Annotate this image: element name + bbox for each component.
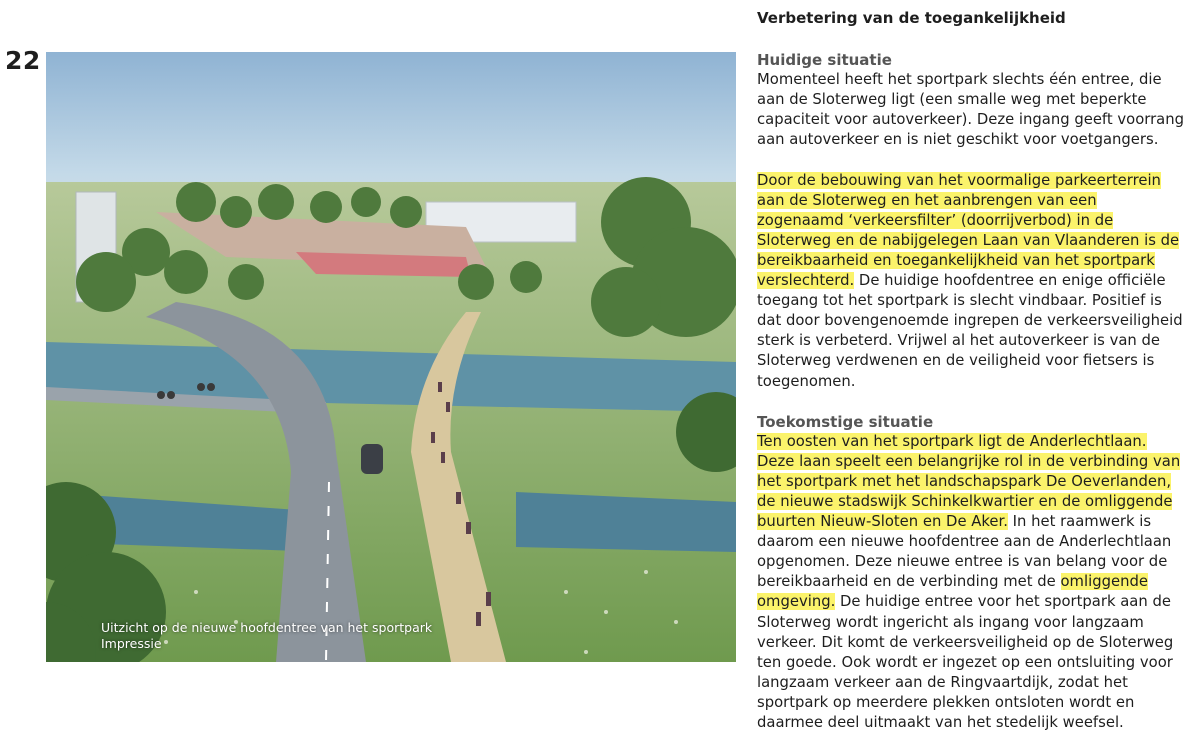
body-text: De huidige entree voor het sportpark aan de Sloterweg wordt ingericht als ingang voor langzaam verkeer. Dit komt de verkeersveiligheid op de Sloterweg ten goede. Ook wordt er ingezet op een ontsluiting voor langzaam verkeer aan de Ringvaartdijk, zodat het sportpark op meerdere plekken ontsloten wordt en daarmee deel uitmaakt van het stedelijk weefsel.	[757, 593, 1174, 731]
article-title: Verbetering van de toegankelijkheid	[757, 9, 1066, 27]
paragraph-future-1	[757, 432, 1187, 733]
car	[361, 444, 383, 474]
body-text: De huidige hoofdentree en enige officiële toegang tot het sportpark is slecht vindbaar. Positief is dat door bovengenoemde ingrepen de verkeersveiligheid sterk is verbeterd. Vrijwel al het autoverkeer is van de Sloterweg verdwenen en de veiligheid voor fietsers is toegenomen.	[757, 272, 1183, 390]
canal-lower-right	[516, 492, 736, 552]
paragraph-current-2	[757, 171, 1187, 392]
highlighted-text: Door de bebouwing van het voormalige parkeerterrein aan de Sloterweg en het aanbrengen van een zogenaamd ‘verkeersfilter’ (doorrijverbod) in de Sloterweg en de nabijgelegen Laan van Vlaanderen is de bereikbaarheid en toegankelijkheid van het sportpark verslechterd.	[757, 171, 1180, 290]
illustration-figure	[46, 52, 736, 662]
highlighted-text: Ten oosten van het sportpark ligt de Anderlechtlaan. Deze laan speelt een belangrijke rol in de verbinding van het sportpark met het landschapspark De Oeverlanden, de nieuwe stadswijk Schinkelkwartier en de omliggende buurten Nieuw-Sloten en De Aker.	[757, 432, 1181, 531]
section-heading-future: Toekomstige situatie	[757, 412, 934, 431]
paragraph-current-1: Momenteel heeft het sportpark slechts één entree, die aan de Sloterweg ligt (een smalle weg met beperkte capaciteit voor autoverkeer). Deze ingang geeft voorrang aan autoverkeer en is niet geschikt voor voetgangers.	[757, 71, 1184, 149]
highlighted-text: omliggende omgeving.	[757, 573, 1148, 611]
caption-line: Uitzicht op de nieuwe hoofdentree van het sportpark	[101, 620, 433, 635]
caption-subline: Impressie	[101, 636, 162, 651]
section-heading-current: Huidige situatie	[757, 51, 892, 70]
park-entrance-illustration	[46, 52, 736, 662]
page-number: 22	[5, 46, 41, 75]
body-text: In het raamwerk is daarom een nieuwe hoofdentree aan de Anderlechtlaan opgenomen. Deze nieuwe entree is van belang voor de bereikbaarheid en de verbinding met de	[757, 513, 1172, 591]
figure-caption	[101, 620, 432, 652]
article-column	[757, 8, 1187, 753]
